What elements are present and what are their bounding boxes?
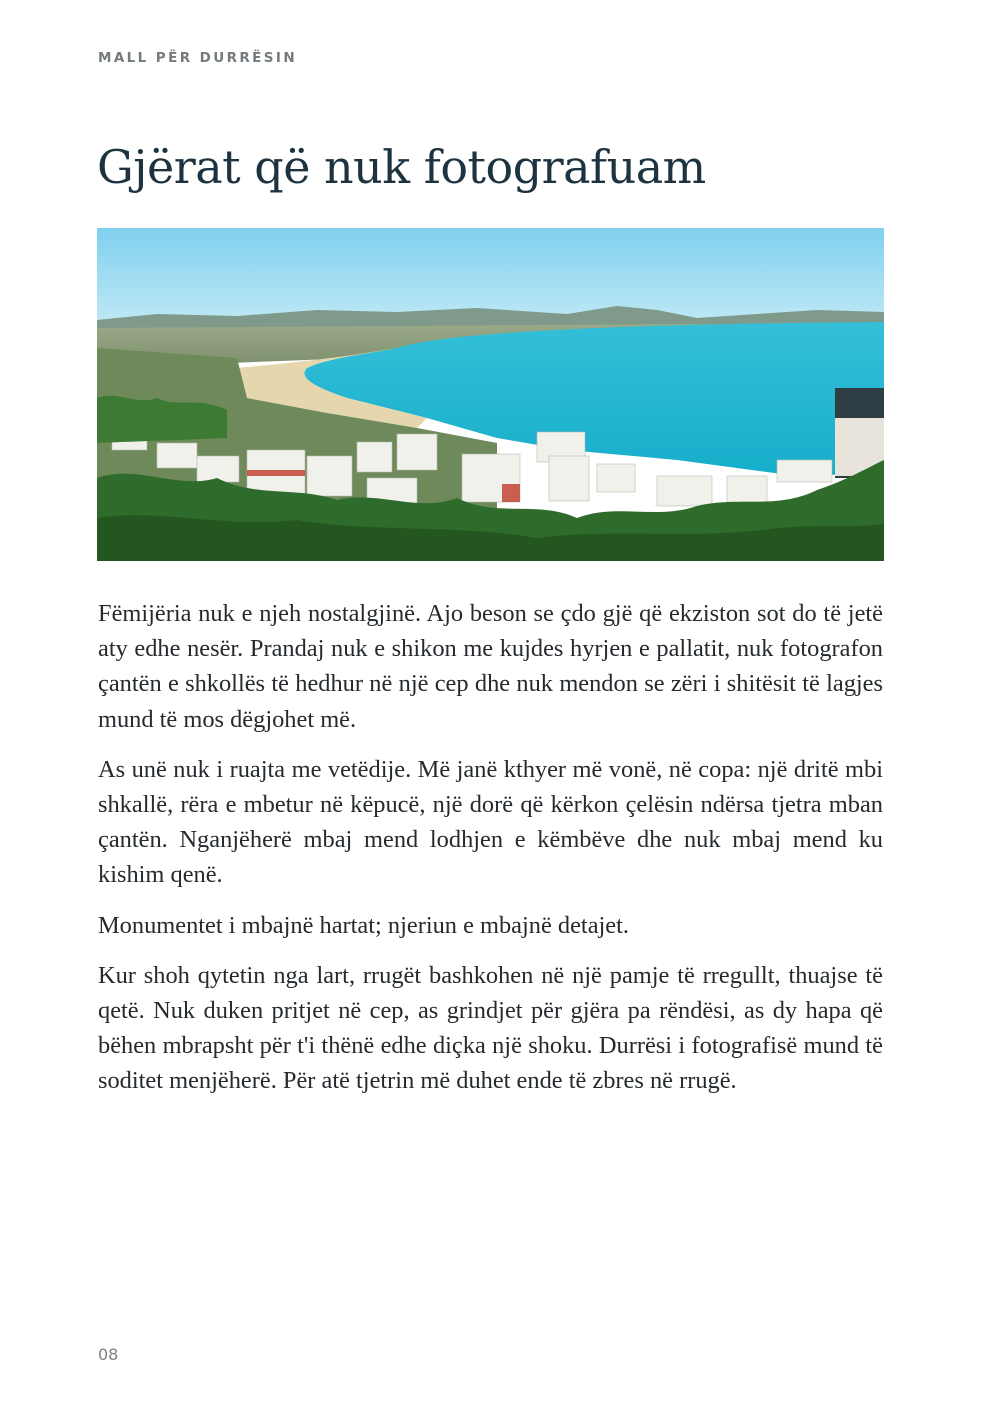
running-header: MALL PËR DURRËSIN: [98, 50, 298, 66]
paragraph: As unë nuk i ruajta me vetëdije. Më janë kthyer më vonë, në copa: një dritë mbi shkallë, rëra e mbetur në këpucë, një dorë që kërkon çelësin ndërsa tjetra mban çantën. Nganjëherë mbaj mend lodhjen e këmbëve dhe nuk mbaj mend ku kishim qenë.: [98, 755, 883, 889]
paragraph: Kur shoh qytetin nga lart, rrugët bashkohen në një pamje të rregullt, thuajse të qetë. Nuk duken pritjet në cep, as grindjet për gjëra pa rëndësi, as dy hapa që bëhen mbrapsht për t'i thënë edhe diçka një shoku. Durrësi i fotografisë mund të soditet menjëherë. Për atë tjetrin më duhet ende të zbres në rrugë.: [98, 961, 883, 1095]
paragraph: Monumentet i mbajnë hartat; njeriun e mbajnë detajet.: [98, 911, 629, 939]
page-title: Gjërat që nuk fotografuam: [97, 140, 706, 194]
article-body: [98, 596, 883, 1114]
coastline-photo: [97, 228, 884, 561]
paragraph: Fëmijëria nuk e njeh nostalgjinë. Ajo beson se çdo gjë që ekziston sot do të jetë aty edhe nesër. Prandaj nuk e shikon me kujdes hyrjen e pallatit, nuk fotografon çantën e shkollës të hedhur në një cep dhe nuk mendon se zëri i shitësit të lagjes mund të mos dëgjohet më.: [98, 600, 883, 733]
page-number: 08: [98, 1345, 119, 1364]
